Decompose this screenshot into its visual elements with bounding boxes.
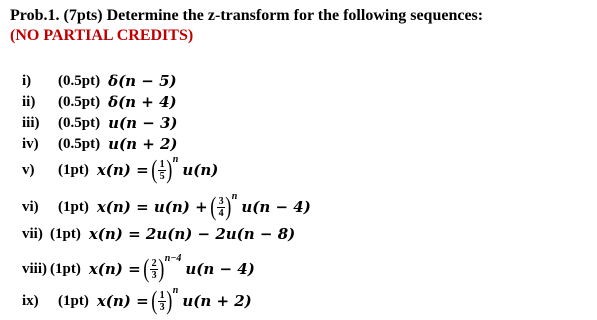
item-points: (0.5pt) (58, 114, 101, 131)
item-i (22, 72, 177, 90)
item-number: ix) (22, 292, 39, 309)
item-expression: δ(n − 5) (108, 72, 177, 90)
item-points: (0.5pt) (58, 72, 101, 89)
item-expression (96, 190, 311, 221)
item-vii (22, 225, 295, 243)
fraction-denominator: 3 (151, 269, 157, 281)
item-expression: u(n − 3) (108, 114, 178, 132)
fraction (158, 159, 166, 182)
close-paren: ) (225, 192, 232, 221)
item-points: (0.5pt) (58, 93, 101, 110)
item-number: iv) (22, 135, 39, 152)
fraction-numerator: 2 (151, 257, 157, 269)
item-ii (22, 93, 177, 111)
fraction (150, 258, 158, 281)
item-expression: x(n) = 2u(n) − 2u(n − 8) (88, 225, 296, 243)
exponent: n−4 (164, 252, 182, 264)
open-paren: ( (151, 286, 158, 315)
close-paren: ) (158, 254, 165, 283)
item-points: (1pt) (58, 198, 89, 215)
item-v (22, 153, 219, 184)
item-points: (1pt) (58, 292, 89, 309)
expression-rest: u(n − 4) (185, 260, 255, 278)
fraction-numerator: 3 (218, 195, 224, 207)
open-paren: ( (210, 192, 217, 221)
expression-rest: u(n + 2) (182, 292, 252, 310)
item-viii (22, 252, 255, 283)
expression-lhs: x(n) = (96, 292, 149, 310)
item-expression (96, 284, 252, 315)
fraction (158, 290, 166, 313)
expression-lhs: x(n) = u(n) + (96, 198, 208, 216)
item-points: (0.5pt) (58, 135, 101, 152)
item-number: vi) (22, 198, 39, 215)
item-iv (22, 135, 178, 153)
expression-rest: u(n − 4) (241, 198, 311, 216)
open-paren: ( (151, 155, 158, 184)
expression-lhs: x(n) = (96, 161, 149, 179)
item-points: (1pt) (50, 225, 81, 242)
exponent: n (231, 190, 238, 202)
item-vi (22, 190, 311, 221)
item-ix (22, 284, 252, 315)
item-expression: δ(n + 4) (108, 93, 177, 111)
item-number: v) (22, 161, 35, 178)
expression-rest: u(n) (182, 161, 219, 179)
fraction (217, 196, 225, 219)
expression-lhs: x(n) = (88, 260, 141, 278)
close-paren: ) (166, 155, 173, 184)
item-expression (88, 252, 255, 283)
item-number: viii) (22, 260, 47, 277)
item-points: (1pt) (58, 161, 89, 178)
item-number: i) (22, 72, 32, 89)
no-partial-credits-note: (NO PARTIAL CREDITS) (10, 27, 194, 44)
exponent: n (172, 284, 179, 296)
fraction-denominator: 4 (218, 207, 224, 219)
item-expression: u(n + 2) (108, 135, 178, 153)
fraction-denominator: 5 (159, 170, 165, 182)
item-iii (22, 114, 178, 132)
item-points: (1pt) (50, 260, 81, 277)
fraction-numerator: 1 (159, 158, 165, 170)
item-number: iii) (22, 114, 40, 131)
problem-title: Prob.1. (7pts) Determine the z-transform for the following sequences: (10, 7, 484, 24)
fraction-numerator: 1 (159, 289, 165, 301)
item-number: vii) (22, 225, 43, 242)
open-paren: ( (143, 254, 150, 283)
item-number: ii) (22, 93, 36, 110)
exponent: n (172, 153, 179, 165)
fraction-denominator: 3 (159, 301, 165, 313)
close-paren: ) (166, 286, 173, 315)
item-expression (96, 153, 219, 184)
